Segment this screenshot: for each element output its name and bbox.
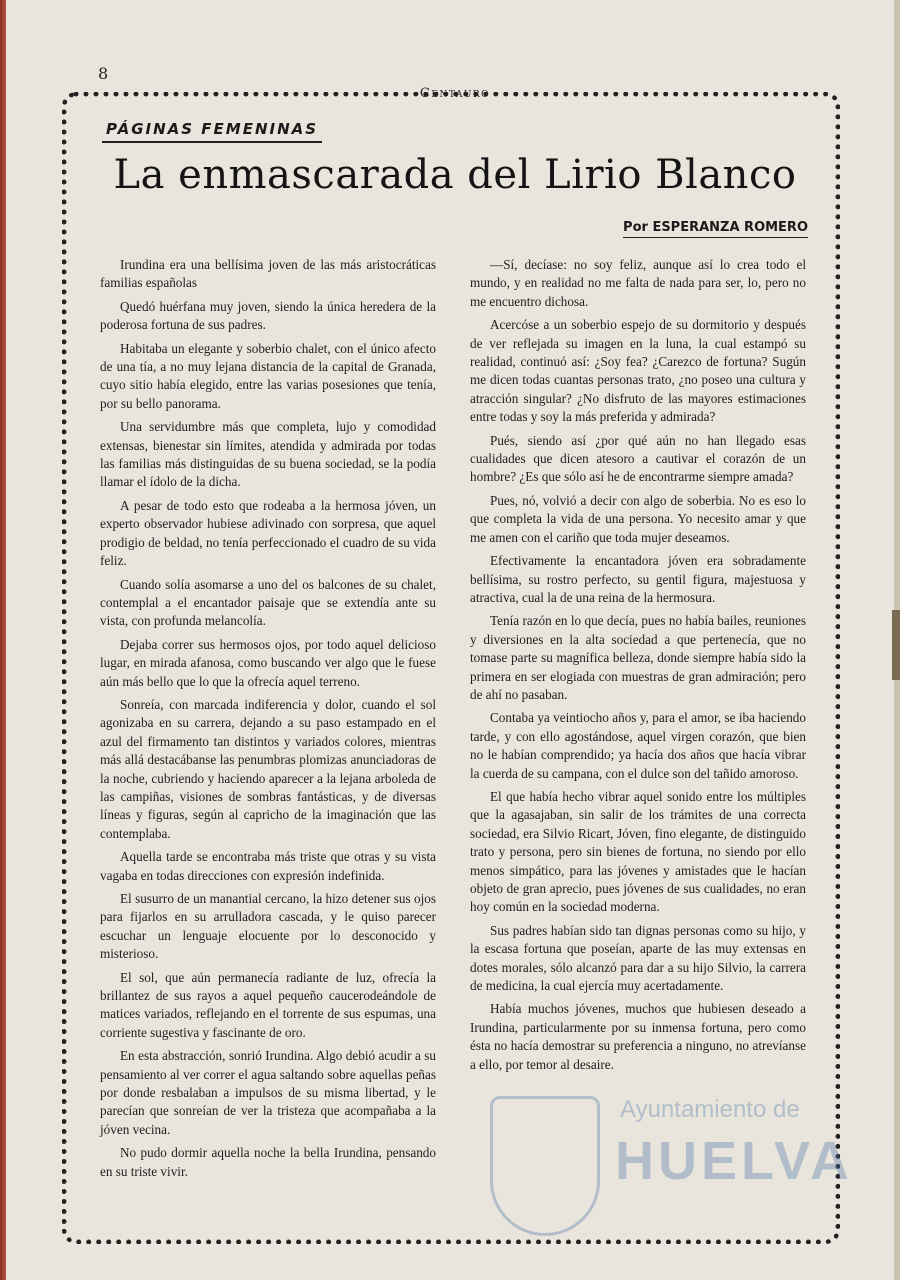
page-number: 8 [98,64,109,83]
coat-of-arms-icon [490,1096,600,1236]
paragraph: Contaba ya veintiocho años y, para el amor, se iba haciendo tarde, y con ello agostándose, aquel virgen corazón, que bien no le habían comprendido; ya hacía dos años que hacía vibrar la cuerda de su campana, con el dulce son del tañido amoroso. [470,710,806,781]
paragraph: A pesar de todo esto que rodeaba a la hermosa jóven, un experto observador hubiese adivinado con sorpresa, que aquel prodigio de beldad, no tenía perfeccionado el cuadro de su vida feliz. [100,497,436,569]
paragraph: Irundina era una bellísima joven de las más aristocráticas familias españolas [100,257,436,291]
paragraph: Aquella tarde se encontraba más triste que otras y su vista vagaba en todas direcciones con expresión indefinida. [100,849,436,883]
paragraph: El sol, que aún permanecía radiante de luz, ofrecía la brillantez de sus rayos a aquel pequeño caucerodeándole de matices variados, reflejando en el torrente de sus espumas, una corriente sugestiva y fascinante de oro. [100,969,436,1040]
article-title: La enmascarada del Lirio Blanco [113,152,797,198]
paragraph: Pues, nó, volvió a decir con algo de soberbia. No es eso lo que completa la vida de una persona. Yo necesito amar y que me amen con el cariño que toda mujer deseamos. [470,492,806,545]
paragraph: —Sí, decíase: no soy feliz, aunque así lo crea todo el mundo, y en realidad no me falta de nada para ser, lo, pero no me encuentro dichosa. [470,257,806,309]
paragraph: Efectivamente la encantadora jóven era sobradamente bellísima, su rostro perfecto, su gentil figura, majestuosa y atractiva, cual la de una reina de la hermosura. [470,553,806,605]
paragraph: Tenía razón en lo que decía, pues no había bailes, reuniones y diversiones en la alta sociedad a que pertenecía, que no tomase parte su magnífica belleza, donde siempre había sido la primera en ser elogiada con muestras de gran admiración; pero de ahí no pasaban. [470,613,806,702]
paragraph: Había muchos jóvenes, muchos que hubiesen deseado a Irundina, particularmente por su inmensa fortuna, pero como ésta no hacía demostrar su preferencia a ninguno, no atrevíanse a ello, por temor al desaire. [470,1001,806,1072]
watermark-line2: HUELVA [615,1131,853,1191]
paragraph: Quedó huérfana muy joven, siendo la única heredera de la poderosa fortuna de sus padres. [100,298,436,333]
watermark-line1: Ayuntamiento de [620,1096,800,1123]
paragraph: Habitaba un elegante y soberbio chalet, con el único afecto de una tía, a no muy lejana distancia de la capital de Granada, cuyo sitio había elegido, entre las varias posesiones que tenía, por su bello panorama. [100,340,436,411]
paragraph: No pudo dormir aquella noche la bella Irundina, pensando en su triste vivir. [100,1145,436,1179]
section-tag: PÁGINAS FEMENINAS [102,120,322,143]
running-head: Centauro [419,86,491,101]
torn-paper-edge [892,610,900,680]
article-byline: Por ESPERANZA ROMERO [623,220,808,238]
paragraph: Pués, siendo así ¿por qué aún no han llegado esas cualidades que dicen atesoro a cautivar el corazón de un hombre? ¿Es que sólo así he de encontrarme siempre amada? [470,432,806,485]
paragraph: Cuando solía asomarse a uno del os balcones de su chalet, contemplal a el encantador paisaje que se extendía ante su vista, con profunda melancolía. [100,576,436,629]
paragraph: En esta abstracción, sonrió Irundina. Algo debió acudir a su pensamiento al ver correr el agua saltando sobre aquellas peñas por donde resbalaban a impulsos de su misma libertad, y le parecían que sonreían de ver la tristeza que acompañaba a la jóven vecina. [100,1048,436,1137]
paragraph: Una servidumbre más que completa, lujo y comodidad extensas, bienestar sin límites, atendida y admirada por todas las familias más distinguidas de su buena sociedad, se la podía llamar el ídolo de la dicha. [100,419,436,490]
paragraph: Dejaba correr sus hermosos ojos, por todo aquel delicioso lugar, en mirada afanosa, como buscando ver algo que le fuese aún más bello que lo que la ofrecía aquel terreno. [100,636,436,689]
paragraph: Sus padres habían sido tan dignas personas como su hijo, y la escasa fortuna que poseían, aparte de las muy extensas en dotes morales, sólo alcanzó para dar a su hijo Silvio, la carrera de medicina, la cual ejercía muy acertadamente. [470,922,806,994]
right-text-column [470,256,806,1079]
paragraph: El que había hecho vibrar aquel sonido entre los múltiples que la agasajaban, sin salir de los trámites de una correcta sociedad, era Silvio Ricart, Jóven, fino elegante, de distinguido trato y persona, pero sin bienes de fortuna, no siendo por ello menos simpático, para las jóvenes y amistades que le hacían objeto de gran aprecio, pues jóvenes de sus cualidades, no eran hoy común en la sociedad moderna. [470,788,806,915]
huelva-watermark [490,1090,853,1240]
paragraph: Acercóse a un soberbio espejo de su dormitorio y después de ver reflejada su imagen en la luna, la cual estampó su realidad, continuó así: ¿Soy fea? ¿Carezco de fortuna? Sugún me dicen todas cuantas personas trato, ¿no poseo una cultura y atracción singular? ¿No disfruto de las mayores estimaciones entre todas y soy la más preferida y admirada? [470,317,806,425]
paragraph: El susurro de un manantial cercano, la hizo detener sus ojos para fijarlos en su arrulladora cascada, y le quiso parecer escuchar un lenguaje elocuente por lo desconocido y misterioso. [100,891,436,962]
left-text-column [100,256,436,1186]
paragraph: Sonreía, con marcada indiferencia y dolor, cuando el sol agonizaba en su carrera, dejando a su paso estampado en el azul del firmamento tan distintos y variados colores, mientras más allá destacábanse las penumbras plomizas anunciadoras de la noche, cubriendo y haciendo aparecer a la lejana arboleda de las campiñas, visiones de sombras fantásticas, y de diversas líneas y figuras, según al capricho de la imaginación que las contemplaba. [100,696,436,841]
